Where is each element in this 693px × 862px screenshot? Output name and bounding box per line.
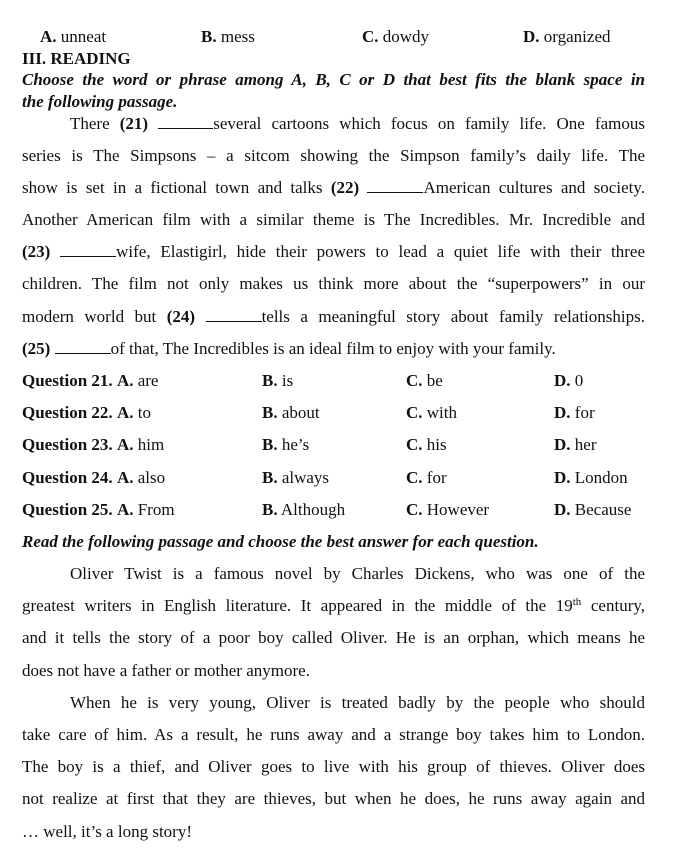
answer-c[interactable]: with <box>426 403 458 422</box>
passage2-line-8: not realize at first that they are thieves, but when he does, he runs away again and <box>22 789 645 808</box>
answer-c[interactable]: his <box>426 435 447 454</box>
answer-b[interactable]: always <box>281 468 330 487</box>
answer-b[interactable]: is <box>281 371 294 390</box>
question-label: Question 25. <box>22 500 113 519</box>
section-title: III. READING <box>22 49 131 68</box>
question-label: Question 23. <box>22 435 113 454</box>
passage2-line-6: take care of him. As a result, he runs away and a strange boy takes him to London. <box>22 725 645 744</box>
passage2-line-4: does not have a father or mother anymore. <box>22 661 310 680</box>
passage1-line-1: There (21) several cartoons which focus on family life. One famous <box>70 114 646 133</box>
answer-b[interactable]: about <box>281 403 320 422</box>
answer-c[interactable]: be <box>426 371 443 390</box>
answer-a[interactable]: to <box>137 403 151 422</box>
answer-d[interactable]: for <box>574 403 595 422</box>
passage2-line-5: When he is very young, Oliver is treated badly by the people who should <box>70 693 645 712</box>
passage2-line-3: and it tells the story of a poor boy called Oliver. He is an orphan, which means he <box>22 628 645 647</box>
passage1-line-5: (23) wife, Elastigirl, hide their powers to lead a quiet life with their three <box>22 242 645 261</box>
answer-d[interactable]: London <box>574 468 628 487</box>
instruction-2: Read the following passage and choose the best answer for each question. <box>22 532 539 551</box>
passage2-line-2: greatest writers in English literature. It appeared in the middle of the 19th century, <box>22 596 646 615</box>
answer-b[interactable]: Although <box>280 500 346 519</box>
answer-b[interactable]: he’s <box>281 435 310 454</box>
instruction-line-2: the following passage. <box>22 92 178 111</box>
answer-c[interactable]: for <box>426 468 447 487</box>
option-c: C. dowdy <box>362 27 430 46</box>
answer-a[interactable]: him <box>137 435 165 454</box>
question-label: Question 22. <box>22 403 113 422</box>
option-d: D. organized <box>523 27 611 46</box>
passage1-line-3: show is set in a fictional town and talks (22) American cultures and society. <box>22 178 645 197</box>
passage1-line-7: modern world but (24) tells a meaningful story about family relationships. <box>22 307 645 326</box>
passage1-line-8: (25) of that, The Incredibles is an ideal film to enjoy with your family. <box>22 339 556 358</box>
answer-a[interactable]: From <box>137 500 175 519</box>
passage2-line-1: Oliver Twist is a famous novel by Charles Dickens, who was one of the <box>70 564 645 583</box>
passage1-line-6: children. The film not only makes us think more about the “superpowers” in our <box>22 274 645 293</box>
answer-d[interactable]: her <box>574 435 597 454</box>
passage1-line-2: series is The Simpsons – a sitcom showing the Simpson family’s daily life. The <box>22 146 645 165</box>
answer-c[interactable]: However <box>426 500 490 519</box>
passage1-line-4: Another American film with a similar theme is The Incredibles. Mr. Incredible and <box>22 210 645 229</box>
answer-d[interactable]: 0 <box>574 371 584 390</box>
instruction-line-1: Choose the word or phrase among A, B, C or D that best fits the blank space in <box>22 70 645 89</box>
option-b: B. mess <box>201 27 255 46</box>
question-label: Question 24. <box>22 468 113 487</box>
answer-a[interactable]: are <box>137 371 159 390</box>
option-a: A. unneat <box>40 27 107 46</box>
question-label: Question 21. <box>22 371 113 390</box>
passage2-line-7: The boy is a thief, and Oliver goes to live with his group of thieves. Oliver does <box>22 757 645 776</box>
passage2-line-9: … well, it’s a long story! <box>22 822 192 841</box>
answer-a[interactable]: also <box>137 468 166 487</box>
answer-d[interactable]: Because <box>574 500 632 519</box>
